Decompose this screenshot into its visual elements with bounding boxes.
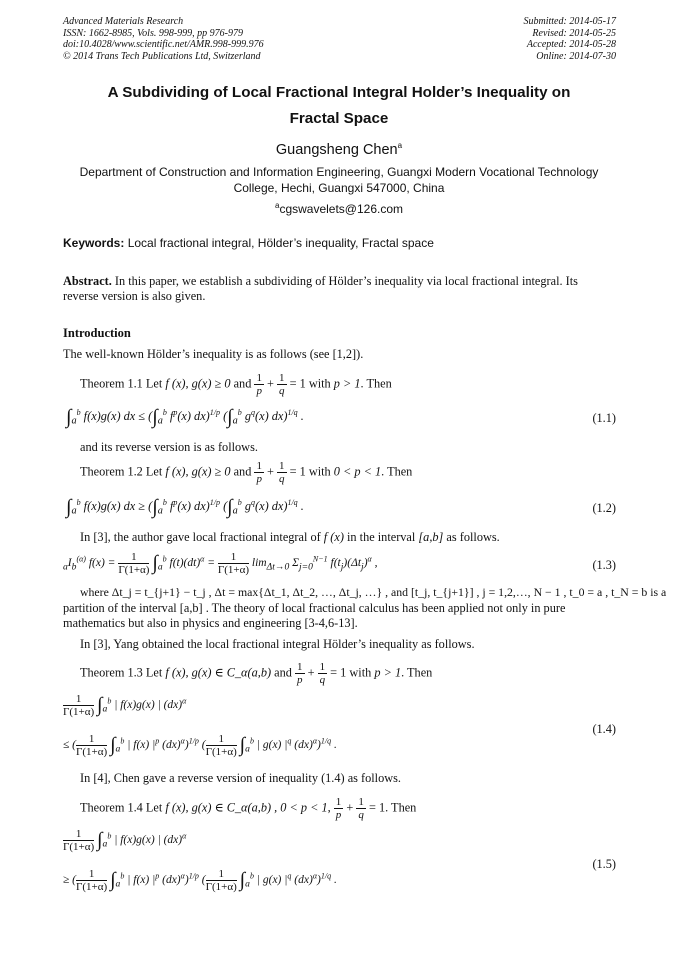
eq-number-1-4: (1.4) bbox=[592, 722, 616, 736]
intro-p1: The well-known Hölder’s inequality is as follows (see [1,2]). bbox=[63, 347, 364, 361]
in3-fx: f (x) bbox=[323, 530, 344, 544]
thm11-with: with bbox=[308, 376, 331, 391]
frac-1p: $\frac{1}{p}$ bbox=[297, 661, 303, 686]
frac-1p: $\frac{1}{p}$ bbox=[256, 372, 262, 397]
thm11-label: Theorem 1.1 Let bbox=[80, 376, 163, 391]
where-line: where Δt_j = t_{j+1} − t_j , Δt = max{Δt_1, Δt_2, …, Δt_j, …} , and [t_j, t_{j+1}] , j = 1,2,…, N − 1 , t_0 = a , t_N = b is a bbox=[80, 585, 667, 599]
eq-number-1-5: (1.5) bbox=[592, 857, 616, 871]
submitted-date: Submitted: 2014-05-17 bbox=[523, 16, 616, 27]
paper-title bbox=[60, 80, 618, 132]
in3-text bbox=[80, 530, 500, 545]
frac-1p: $\frac{1}{p}$ bbox=[256, 460, 262, 485]
thm11-and: and bbox=[233, 376, 252, 391]
thm14-then: . Then bbox=[385, 800, 417, 815]
thm14-cond: f (x), g(x) ∈ C_α(a,b) , 0 < p < 1, bbox=[165, 800, 331, 815]
in3-end: as follows. bbox=[446, 530, 500, 544]
thm13-then: . Then bbox=[401, 665, 433, 680]
issn: ISSN: 1662-8985, Vols. 998-999, pp 976-979 bbox=[63, 27, 243, 39]
thm12-with: with bbox=[308, 464, 331, 479]
intro-heading: Introduction bbox=[63, 326, 131, 340]
affiliation-line-2: College, Hechi, Guangxi 547000, China bbox=[233, 181, 445, 195]
frac-1q: $\frac{1}{q}$ bbox=[279, 372, 285, 397]
in3-mid: in the interval bbox=[347, 530, 416, 544]
email-sup: a bbox=[274, 201, 280, 210]
theorem-1-4: Theorem 1.4 Let f (x), g(x) ∈ C_α(a,b) , 0 < p < 1, $\frac{1}{p}$ + $\frac{1}{q}$ = 1. Then bbox=[80, 796, 417, 821]
keywords-label: Keywords: bbox=[63, 236, 125, 250]
keywords-text: Local fractional integral, Hölder’s inequality, Fractal space bbox=[127, 236, 434, 250]
author bbox=[60, 141, 618, 158]
chen-text: In [4], Chen gave a reverse version of inequality (1.4) as follows. bbox=[80, 771, 401, 785]
keywords bbox=[63, 236, 434, 250]
affiliation-line-1: Department of Construction and Information Engineering, Guangxi Modern Vocational Technology bbox=[79, 165, 599, 179]
abstract bbox=[63, 274, 615, 304]
eq-number-1-1: (1.1) bbox=[592, 411, 616, 425]
frac-1q: $\frac{1}{q}$ bbox=[319, 661, 326, 686]
title-line-2: Fractal Space bbox=[289, 110, 389, 127]
author-sup: a bbox=[397, 141, 403, 150]
thm12-and: and bbox=[233, 464, 252, 479]
copyright: © 2014 Trans Tech Publications Ltd, Switzerland bbox=[63, 50, 261, 62]
email bbox=[60, 201, 618, 216]
online-date: Online: 2014-07-30 bbox=[536, 50, 616, 62]
equation-1-5-line2: ≥ ( $\frac{1}{\Gamma(1+\alpha)}$ $\int_a^b$ | f(x) $|^p$ (dx)$^\alpha$)$^{1/p}$ ( $\frac{1}{\Gamma(1+\alpha)}$ $\int_a^b$ | g(x) $|^q$ (dx)$^\alpha$)$^{1/q}$ . bbox=[63, 868, 337, 893]
thm14-label: Theorem 1.4 Let bbox=[80, 800, 163, 815]
doi: doi:10.4028/www.scientific.net/AMR.998-999.976 bbox=[63, 39, 264, 50]
yang-text: In [3], Yang obtained the local fractional integral Hölder’s inequality as follows. bbox=[80, 637, 475, 651]
in3-lead: In [3], the author gave local fractional integral of bbox=[80, 530, 321, 544]
dates-info bbox=[524, 16, 617, 62]
frac-1q: $\frac{1}{q}$ bbox=[279, 460, 285, 485]
thm11-then: . Then bbox=[360, 376, 392, 391]
equation-1-4-line1: $\frac{1}{\Gamma(1+\alpha)}$ $\int_a^b$ | f(x)g(x) | (dx)$^\alpha$ bbox=[63, 693, 187, 718]
thm13-p: p > 1 bbox=[374, 665, 402, 680]
email-address: cgswavelets@126.com bbox=[279, 202, 404, 216]
accepted-date: Accepted: 2014-05-28 bbox=[526, 39, 616, 50]
thm13-with: with bbox=[349, 665, 372, 680]
theorem-1-2: Theorem 1.2 Let f (x), g(x) ≥ 0 and $\frac{1}{p}$ + $\frac{1}{q}$ = 1 with 0 < p < 1. Then bbox=[80, 460, 413, 485]
thm13-cond: f (x), g(x) ∈ C_α(a,b) bbox=[165, 665, 272, 680]
equation-1-3: $_aI_b^{(\alpha)}$ f(x) = $\frac{1}{\Gamma(1+\alpha)}$ $\int_a^b$ f(t)(dt)$^\alpha$ = $\frac{1}{\Gamma(1+\alpha)}$ $\lim_{\Delta t\to 0} \Sigma_{j=0}^{N-1}$ $f(t_j)(\Delta t_j)^\alpha$ , bbox=[63, 551, 378, 576]
journal-info bbox=[63, 16, 264, 62]
theorem-1-1: Theorem 1.1 Let f (x), g(x) ≥ 0 and $\frac{1}{p}$ + $\frac{1}{q}$ = 1 with p > 1. Then bbox=[80, 372, 392, 397]
eq-number-1-3: (1.3) bbox=[592, 558, 616, 572]
in3-interval: [a,b] bbox=[418, 530, 444, 544]
frac-1p: $\frac{1}{p}$ bbox=[335, 796, 342, 821]
affiliation bbox=[60, 164, 618, 196]
thm11-cond: f (x), g(x) ≥ 0 bbox=[165, 376, 231, 391]
equation-1-2: $\int_a^b$ f(x)g(x) dx ≥ ($\int_a^b$ $f^p(x)$ dx)$^{1/p}$ ($\int_a^b$ $g^q(x)$ dx)$^{1/q}$ . bbox=[66, 495, 304, 518]
revised-date: Revised: 2014-05-25 bbox=[532, 27, 616, 39]
thm13-and: and bbox=[274, 665, 292, 680]
equation-1-5-line1: $\frac{1}{\Gamma(1+\alpha)}$ $\int_a^b$ | f(x)g(x) | (dx)$^\alpha$ bbox=[63, 828, 187, 853]
partition-text: partition of the interval [a,b] . The theory of local fractional calculus has been applied not only in pure mathematics but also in physics and engineering [3-4,6-13]. bbox=[63, 601, 566, 630]
thm11-p: p > 1 bbox=[333, 376, 361, 391]
theorem-1-3: Theorem 1.3 Let f (x), g(x) ∈ C_α(a,b) and $\frac{1}{p}$ + $\frac{1}{q}$ = 1 with p > 1. Then bbox=[80, 661, 433, 686]
title-line-1: A Subdividing of Local Fractional Integral Holder’s Inequality on bbox=[107, 84, 571, 101]
thm12-p: 0 < p < 1 bbox=[333, 464, 382, 479]
equation-1-1: $\int_a^b$ f(x)g(x) dx ≤ ($\int_a^b$ $f^p(x)$ dx)$^{1/p}$ ($\int_a^b$ $g^q(x)$ dx)$^{1/q}$ . bbox=[66, 405, 304, 428]
frac-1q: $\frac{1}{q}$ bbox=[358, 796, 364, 821]
equation-1-4-line2: ≤ ( $\frac{1}{\Gamma(1+\alpha)}$ $\int_a^b$ | f(x) $|^p$ (dx)$^\alpha$)$^{1/p}$ ( $\frac{1}{\Gamma(1+\alpha)}$ $\int_a^b$ | g(x) $|^q$ (dx)$^\alpha$)$^{1/q}$ . bbox=[63, 733, 337, 758]
journal-name: Advanced Materials Research bbox=[63, 16, 184, 27]
author-name: Guangsheng Chen bbox=[275, 141, 398, 158]
thm12-then: . Then bbox=[381, 464, 413, 479]
thm13-label: Theorem 1.3 Let bbox=[80, 665, 163, 680]
abstract-text: In this paper, we establish a subdividing of Hölder’s inequality via local fractional integral. Its reverse version is also given. bbox=[63, 274, 578, 303]
reverse-text: and its reverse version is as follows. bbox=[80, 440, 258, 454]
thm12-label: Theorem 1.2 Let bbox=[80, 464, 163, 479]
eq-number-1-2: (1.2) bbox=[592, 501, 616, 515]
thm12-cond: f (x), g(x) ≥ 0 bbox=[165, 464, 231, 479]
abstract-label: Abstract. bbox=[63, 274, 112, 288]
